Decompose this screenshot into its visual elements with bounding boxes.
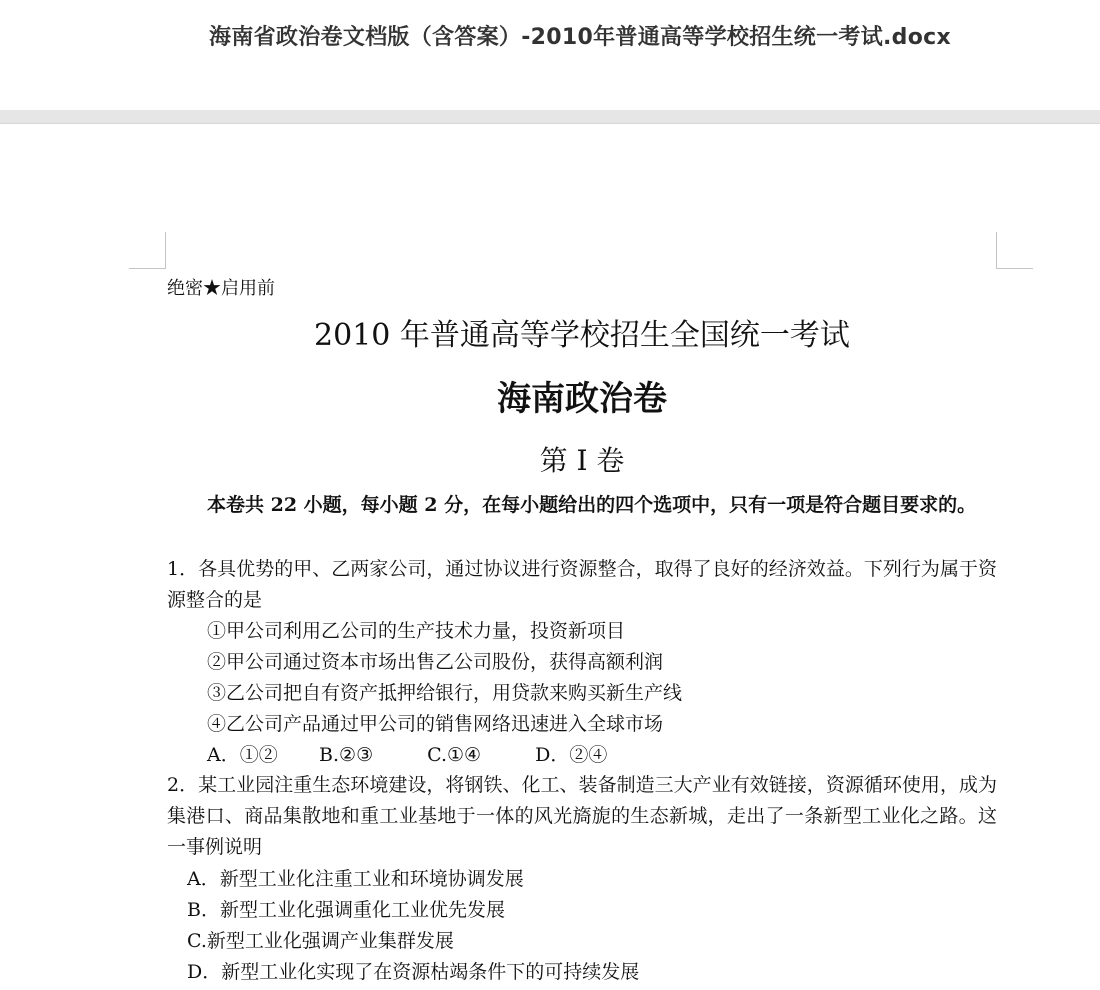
q1-choice-a: A．①② — [207, 744, 278, 766]
title-bar — [0, 0, 1100, 110]
q1-choice-b: B.②③ — [319, 744, 374, 766]
q2-option-c: C.新型工业化强调产业集群发展 — [187, 930, 454, 952]
q2-option-b: B．新型工业化强调重化工业优先发展 — [187, 899, 505, 921]
q1-choice-d: D．②④ — [535, 744, 608, 766]
heading-main: 2010 年普通高等学校招生全国统一考试 — [314, 318, 850, 353]
instructions: 本卷共 22 小题，每小题 2 分，在每小题给出的四个选项中，只有一项是符合题目要求的。 — [207, 494, 977, 516]
corner-mark-right — [996, 232, 1033, 269]
document-title: 海南省政治卷文档版（含答案）-2010年普通高等学校招生统一考试.docx — [209, 25, 951, 50]
question-2-stem: 2．某工业园注重生态环境建设，将钢铁、化工、装备制造三大产业有效链接，资源循环使用，成为集港口、商品集散地和重工业基地于一体的风光旖旎的生态新城，走出了一条新型工业化之路。这一事例说明 — [167, 774, 997, 858]
q1-choice-c: C.①④ — [427, 744, 482, 766]
q1-statement-1: ①甲公司利用乙公司的生产技术力量，投资新项目 — [207, 620, 626, 642]
document-page — [0, 124, 1100, 990]
section-heading: 第 I 卷 — [539, 444, 625, 477]
q1-choices — [207, 742, 607, 768]
secret-label: 绝密★启用前 — [167, 278, 275, 299]
page-gap — [0, 110, 1100, 124]
heading-sub: 海南政治卷 — [497, 379, 667, 419]
question-1-stem: 1．各具优势的甲、乙两家公司，通过协议进行资源整合，取得了良好的经济效益。下列行为属于资源整合的是 — [167, 558, 997, 611]
corner-mark-left — [129, 232, 166, 269]
q2-option-a: A．新型工业化注重工业和环境协调发展 — [187, 868, 524, 890]
q1-statement-4: ④乙公司产品通过甲公司的销售网络迅速进入全球市场 — [207, 713, 664, 735]
q1-statement-2: ②甲公司通过资本市场出售乙公司股份，获得高额利润 — [207, 651, 664, 673]
q2-option-d: D．新型工业化实现了在资源枯竭条件下的可持续发展 — [187, 961, 640, 983]
q1-statement-3: ③乙公司把自有资产抵押给银行，用贷款来购买新生产线 — [207, 682, 683, 704]
